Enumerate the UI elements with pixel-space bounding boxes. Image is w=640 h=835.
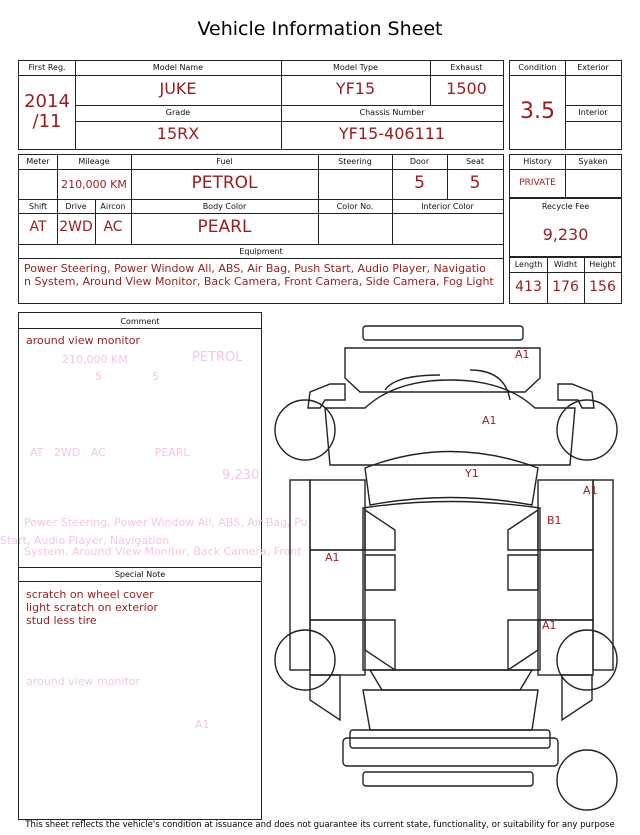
right-rear-wheel	[557, 630, 617, 690]
shift-value: AT	[29, 219, 47, 235]
exhaust-value: 1500	[446, 79, 487, 98]
damage-mark-windshield: Y1	[465, 467, 479, 480]
left-quarter	[310, 620, 365, 675]
left-front-door	[310, 480, 365, 550]
model-name-value: JUKE	[159, 79, 197, 98]
damage-mark-left-side: A1	[325, 551, 340, 564]
condition-score: 3.5	[520, 99, 555, 124]
width-label: Widht	[553, 260, 578, 269]
aircon-value: AC	[103, 219, 123, 235]
comment-text: around view monitor	[26, 334, 141, 347]
damage-mark-right-fender: A1	[583, 484, 598, 497]
first-reg-year: 2014	[24, 91, 70, 112]
length-value: 413	[515, 279, 542, 295]
mileage-value: 210,000 KM	[61, 178, 127, 191]
rear-bumper	[350, 730, 550, 748]
hood	[325, 380, 575, 465]
equipment-list	[24, 262, 500, 288]
history-label: History	[523, 157, 552, 166]
special-note-line-3: stud less tire	[26, 614, 97, 627]
right-rear-door	[538, 550, 593, 620]
drive-value: 2WD	[59, 219, 93, 235]
interior-color-label: Interior Color	[421, 202, 474, 211]
damage-mark-roof-front: A1	[515, 348, 530, 361]
recycle-fee-block	[509, 198, 622, 257]
aircon-label: Aircon	[100, 202, 126, 211]
door-label: Door	[409, 157, 430, 166]
length-label: Length	[514, 260, 543, 269]
steering-label: Steering	[338, 157, 372, 166]
syaken-label: Syaken	[578, 157, 608, 166]
left-front-wheel	[275, 400, 335, 460]
color-no-label: Color No.	[336, 202, 374, 211]
equipment-label: Equipment	[239, 247, 283, 256]
front-bumper	[345, 348, 540, 392]
disclaimer-footer: This sheet reflects the vehicle's condition at issuance and does not guarantee its current state, functionality, or suitability for any purpose	[25, 820, 615, 830]
exhaust-label: Exhaust	[450, 63, 483, 72]
equipment-line-1: Power Steering, Power Window All, ABS, Air Bag, Push Start, Audio Player, Navigatio	[24, 262, 486, 275]
history-block	[509, 154, 622, 198]
condition-label: Condition	[518, 63, 557, 72]
vehicle-main-block	[18, 60, 504, 150]
front-bumper-bar	[363, 326, 523, 340]
condition-block	[509, 60, 622, 150]
comment-label: Comment	[120, 317, 160, 326]
height-value: 156	[589, 279, 616, 295]
fuel-value: PETROL	[191, 173, 258, 193]
body-color-label: Body Color	[202, 202, 247, 211]
width-value: 176	[552, 279, 579, 295]
interior-label: Interior	[578, 108, 608, 117]
special-note-text	[26, 588, 158, 627]
grade-value: 15RX	[156, 124, 200, 143]
shift-label: Shift	[28, 202, 48, 211]
tailgate	[363, 690, 538, 730]
model-type-label: Model Type	[333, 63, 378, 72]
history-value: PRIVATE	[519, 178, 556, 188]
recycle-fee-label: Recycle Fee	[541, 202, 590, 211]
right-front-wheel	[557, 400, 617, 460]
right-front-fender-top	[558, 384, 594, 408]
sheet-title: Vehicle Information Sheet	[197, 18, 443, 40]
recycle-fee-value: 9,230	[542, 225, 589, 244]
rear-bumper-bar	[343, 738, 558, 766]
drive-label: Drive	[65, 202, 87, 211]
rear-step	[363, 772, 533, 786]
meter-label: Meter	[26, 157, 50, 166]
model-name-label: Model Name	[152, 63, 204, 72]
dimensions-block	[509, 257, 622, 304]
windshield	[365, 452, 538, 506]
vehicle-details-block	[18, 154, 504, 304]
first-reg-month: /11	[32, 111, 62, 132]
height-label: Height	[589, 260, 616, 269]
seat-label: Seat	[465, 157, 485, 166]
equipment-line-2: n System, Around View Monitor, Back Camera, Front Camera, Side Camera, Fog Light	[24, 275, 494, 288]
body-color-value: PEARL	[197, 217, 252, 237]
damage-mark-right-door: B1	[547, 514, 562, 527]
damage-mark-hood: A1	[482, 414, 497, 427]
special-note-line-1: scratch on wheel cover	[26, 588, 154, 601]
exterior-label: Exterior	[577, 63, 609, 72]
chassis-value: YF15-406111	[338, 124, 446, 143]
door-value: 5	[414, 173, 425, 193]
special-note-label: Special Note	[114, 570, 166, 579]
left-rear-wheel	[275, 630, 335, 690]
left-front-fender-top	[308, 384, 345, 408]
fuel-label: Fuel	[216, 157, 233, 166]
model-type-value: YF15	[335, 79, 376, 98]
comment-panel	[18, 312, 262, 820]
mileage-label: Mileage	[78, 157, 110, 166]
chassis-label: Chassis Number	[359, 108, 425, 117]
left-rocker	[290, 480, 310, 670]
seat-value: 5	[469, 173, 481, 193]
rear-window	[370, 670, 532, 690]
first-reg-label: First Reg.	[28, 63, 66, 72]
spare-wheel	[557, 750, 617, 810]
special-note-line-2: light scratch on exterior	[26, 601, 158, 614]
grade-label: Grade	[165, 108, 191, 117]
damage-mark-right-rear: A1	[542, 619, 557, 632]
vehicle-damage-diagram	[270, 320, 632, 818]
